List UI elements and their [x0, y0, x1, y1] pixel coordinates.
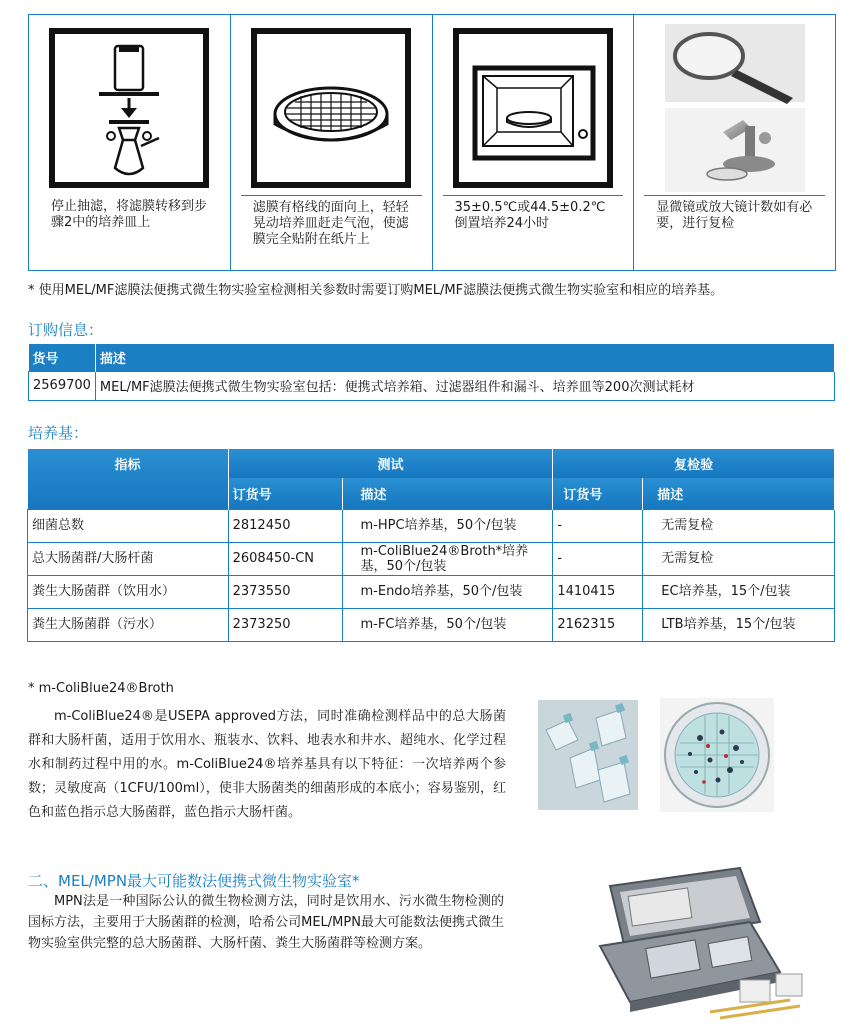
media-cell: - [553, 542, 643, 575]
step-2 [231, 15, 433, 270]
mcoli-description: m-ColiBlue24®是USEPA approved方法，同时准确检测样品中的总大肠菌群和大肠杆菌，适用于饮用水、瓶装水、饮料、地表水和井水、超纯水、化学过程水和制药过程中用的水。m-ColiBlue24®培养基具有以下特征：一次培养两个参数；灵敏度高（1CFU/100ml），使非大肠菌类的细菌形成的本底小；容易鉴别，红色和蓝色指示总大肠菌群，蓝色指示大肠杆菌。 [28, 709, 506, 820]
media-cell: 粪生大肠菌群（污水） [28, 608, 229, 641]
step-1-caption: 停止抽滤，将滤膜转移到步骤2中的培养皿上 [51, 199, 208, 230]
media-cell: 粪生大肠菌群（饮用水） [28, 575, 229, 608]
table-row [28, 608, 835, 641]
incubator-icon [443, 23, 624, 193]
media-cell: 2608450-CN [228, 542, 342, 575]
media-cell: - [553, 509, 643, 542]
petri-dish-grid-icon [241, 23, 422, 193]
media-subheader-retest-part-no: 订货号 [553, 478, 643, 509]
media-cell: m-Endo培养基，50个/包装 [342, 575, 553, 608]
media-cell: 1410415 [553, 575, 643, 608]
media-cell: m-ColiBlue24®Broth*培养基，50个/包装 [342, 542, 553, 575]
step-4-caption: 显微镜或放大镜计数如有必要，进行复检 [644, 195, 825, 232]
media-cell: 2373250 [228, 608, 342, 641]
order-info-title: 订购信息： [28, 321, 104, 339]
media-cell: 无需复检 [643, 542, 835, 575]
media-cell: 2162315 [553, 608, 643, 641]
media-cell: EC培养基，15个/包装 [643, 575, 835, 608]
table-row [28, 575, 835, 608]
media-cell: LTB培养基，15个/包装 [643, 608, 835, 641]
media-ampoules-photo [538, 700, 638, 810]
procedure-steps-panel [28, 14, 836, 271]
mcoli-heading: * m-ColiBlue24®Broth [28, 681, 174, 696]
step-3 [433, 15, 635, 270]
media-subheader-retest-description: 描述 [643, 478, 835, 509]
mpn-lab-kit-photo [590, 862, 810, 1022]
media-header-test: 测试 [228, 449, 553, 478]
table-row [28, 509, 835, 542]
mpn-description: MPN法是一种国际公认的微生物检测方法，同时是饮用水、污水微生物检测的国标方法，主要用于大肠菌群的检测，哈希公司MEL/MPN最大可能数法便携式微生物实验室供完整的总大肠菌群、大肠杆菌、粪生大肠菌群等检测方案。 [28, 894, 504, 951]
media-subheader-test-part-no: 订货号 [228, 478, 342, 509]
filter-funnel-icon [39, 23, 220, 193]
step-1 [29, 15, 231, 270]
media-table [27, 449, 835, 642]
media-cell: 无需复检 [643, 509, 835, 542]
media-cell: 2373550 [228, 575, 342, 608]
order-header-part-no: 货号 [29, 344, 96, 371]
order-header-description: 描述 [95, 344, 834, 371]
mpn-section-title: 二、MEL/MPN最大可能数法便携式微生物实验室* [28, 872, 360, 890]
media-header-indicator: 指标 [28, 449, 229, 509]
media-header-retest: 复检验 [553, 449, 835, 478]
microscope-magnifier-icon [644, 23, 825, 193]
order-cell-part-no: 2569700 [29, 371, 96, 400]
media-cell: m-FC培养基，50个/包装 [342, 608, 553, 641]
step-4 [634, 15, 835, 270]
media-cell: 2812450 [228, 509, 342, 542]
media-cell: 总大肠菌群/大肠杆菌 [28, 542, 229, 575]
step-3-caption: 35±0.5℃或44.5±0.2℃倒置培养24小时 [443, 195, 624, 232]
media-cell: 细菌总数 [28, 509, 229, 542]
order-note: * 使用MEL/MF滤膜法便携式微生物实验室检测相关参数时需要订购MEL/MF滤膜法便携式微生物实验室和相应的培养基。 [28, 283, 724, 298]
media-cell: m-HPC培养基，50个/包装 [342, 509, 553, 542]
order-table [28, 344, 835, 401]
media-title: 培养基： [28, 424, 89, 442]
media-subheader-test-description: 描述 [342, 478, 553, 509]
table-row [29, 371, 835, 400]
colony-petri-dish-photo [660, 698, 774, 812]
table-row [28, 542, 835, 575]
order-cell-description: MEL/MF滤膜法便携式微生物实验室包括：便携式培养箱、过滤器组件和漏斗、培养皿等200次测试耗材 [95, 371, 834, 400]
step-2-caption: 滤膜有格线的面向上，轻轻晃动培养皿赶走气泡，使滤膜完全贴附在纸片上 [241, 195, 422, 248]
